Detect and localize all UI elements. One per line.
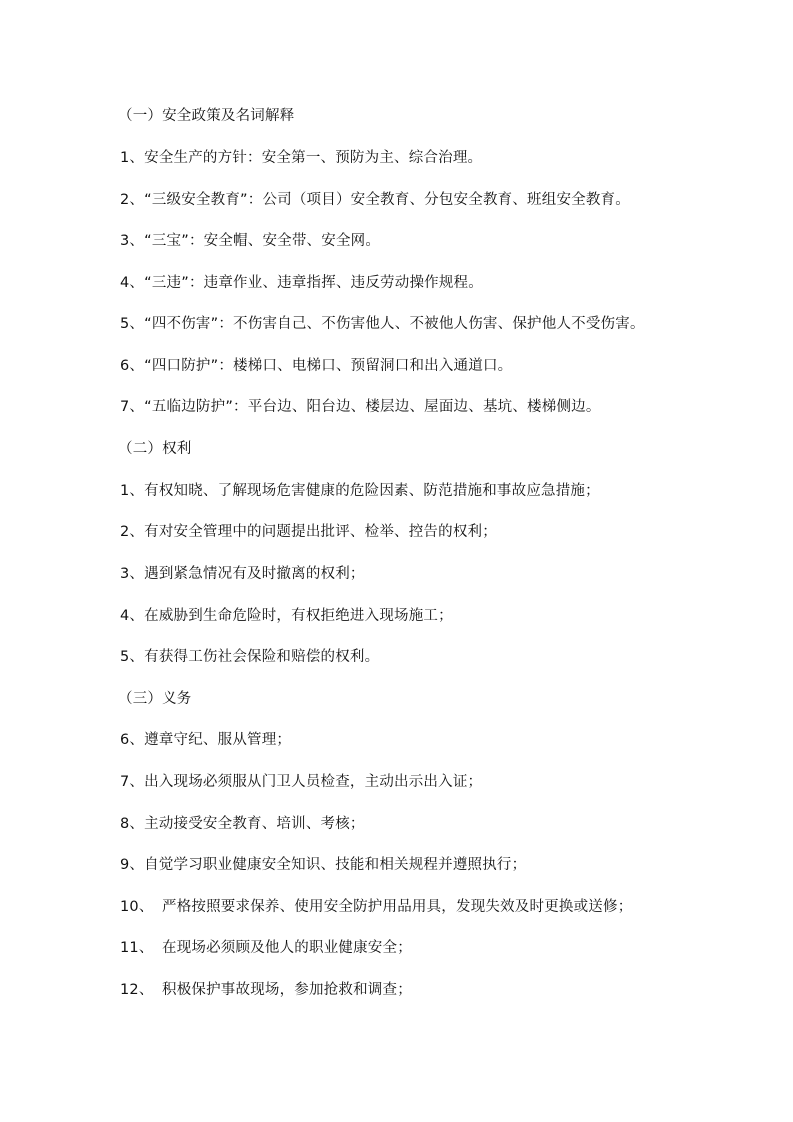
rights-item-2: 2、有对安全管理中的问题提出批评、检举、控告的权利； [120, 524, 497, 540]
policy-item-3: 3、“三宝”：安全帽、安全带、安全网。 [120, 233, 381, 249]
duties-item-8: 8、主动接受安全教育、培训、考核； [120, 816, 365, 832]
policy-item-7: 7、“五临边防护”：平台边、阳台边、楼层边、屋面边、基坑、楼梯侧边。 [120, 399, 601, 415]
item-text: 积极保护事故现场，参加抢救和调查； [162, 982, 412, 998]
duties-item-9: 9、自觉学习职业健康安全知识、技能和相关规程并遵照执行； [120, 857, 527, 873]
item-text: 严格按照要求保养、使用安全防护用品用具，发现失效及时更换或送修； [162, 899, 633, 915]
policy-item-1: 1、安全生产的方针：安全第一、预防为主、综合治理。 [120, 150, 483, 166]
section-heading-rights: （二）权利 [118, 441, 192, 457]
rights-item-3: 3、遇到紧急情况有及时撤离的权利； [120, 566, 365, 582]
duties-item-7: 7、出入现场必须服从门卫人员检查，主动出示出入证； [120, 774, 483, 790]
item-number: 10、 [120, 899, 154, 915]
duties-item-11 [120, 938, 412, 958]
rights-item-5: 5、有获得工伤社会保险和赔偿的权利。 [120, 649, 380, 665]
item-text: 在现场必须顾及他人的职业健康安全； [162, 940, 412, 956]
duties-item-6: 6、遵章守纪、服从管理； [120, 732, 292, 748]
rights-item-1: 1、有权知晓、了解现场危害健康的危险因素、防范措施和事故应急措施； [120, 483, 600, 499]
section-heading-policy: （一）安全政策及名词解释 [118, 108, 295, 124]
policy-item-5: 5、“四不伤害”：不伤害自己、不伤害他人、不被他人伤害、保护他人不受伤害。 [120, 316, 645, 332]
duties-item-12 [120, 980, 412, 1000]
policy-item-6: 6、“四口防护”：楼梯口、电梯口、预留洞口和出入通道口。 [120, 358, 513, 374]
rights-item-4: 4、在威胁到生命危险时，有权拒绝进入现场施工； [120, 608, 453, 624]
item-number: 11、 [120, 940, 154, 956]
section-heading-duties: （三）义务 [118, 691, 192, 707]
duties-item-10 [120, 897, 632, 917]
item-number: 12、 [120, 982, 154, 998]
policy-item-4: 4、“三违”：违章作业、违章指挥、违反劳动操作规程。 [120, 275, 483, 291]
policy-item-2: 2、“三级安全教育”：公司（项目）安全教育、分包安全教育、班组安全教育。 [120, 192, 630, 208]
